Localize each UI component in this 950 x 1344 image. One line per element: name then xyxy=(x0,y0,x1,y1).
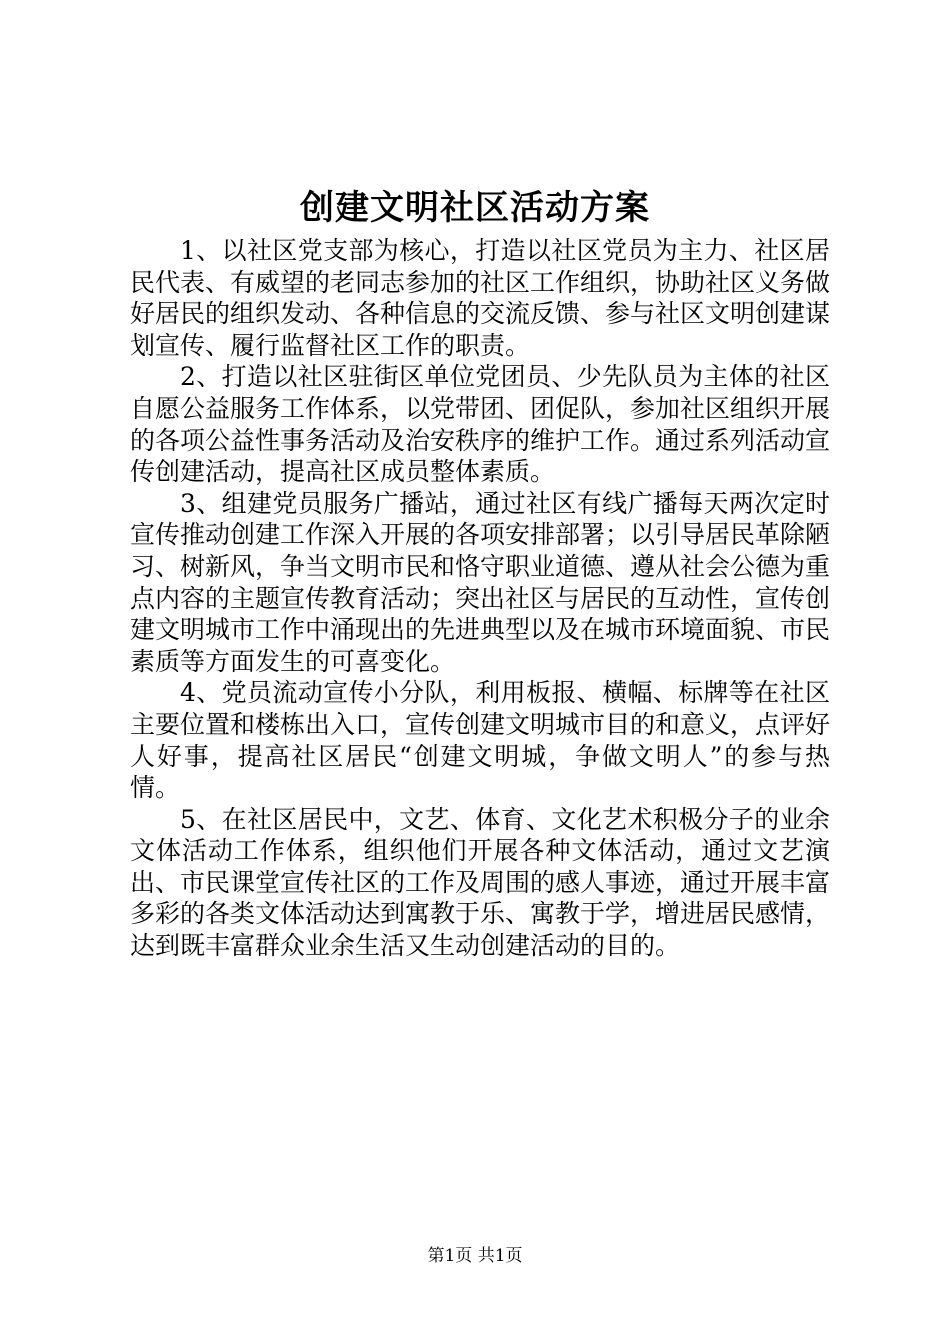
document-body xyxy=(130,235,830,962)
document-title: 创建文明社区活动方案 xyxy=(300,188,650,228)
paragraph-2: 2、打造以社区驻街区单位党团员、少先队员为主体的社区自愿公益服务工作体系，以党带团、团促队，参加社区组织开展的各项公益性事务活动及治安秩序的维护工作。通过系列活动宣传创建活动，提高社区成员整体素质。 xyxy=(130,362,831,487)
paragraph-3: 3、组建党员服务广播站，通过社区有线广播每天两次定时宣传推动创建工作深入开展的各项安排部署；以引导居民革除陋习、树新风，争当文明市民和恪守职业道德、遵从社会公德为重点内容的主题宣传教育活动；突出社区与居民的互动性，宣传创建文明城市工作中涌现出的先进典型以及在城市环境面貌、市民素质等方面发生的可喜变化。 xyxy=(130,488,831,676)
page-footer: 第1页 共1页 xyxy=(427,1246,523,1266)
paragraph-5: 5、在社区居民中，文艺、体育、文化艺术积极分子的业余文体活动工作体系，组织他们开展各种文体活动，通过文艺演出、市民课堂宣传社区的工作及周围的感人事迹，通过开展丰富多彩的各类文体活动达到寓教于乐、寓教于学，增进居民感情，达到既丰富群众业余生活又生动创建活动的目的。 xyxy=(130,804,831,961)
paragraph-1: 1、以社区党支部为核心，打造以社区党员为主力、社区居民代表、有威望的老同志参加的社区工作组织，协助社区义务做好居民的组织发动、各种信息的交流反馈、参与社区文明创建谋划宣传、履行监督社区工作的职责。 xyxy=(130,236,831,360)
paragraph-4: 4、党员流动宣传小分队，利用板报、横幅、标牌等在社区主要位置和楼栋出入口，宣传创建文明城市目的和意义，点评好人好事，提高社区居民“创建文明城，争做文明人”的参与热情。 xyxy=(130,678,831,803)
